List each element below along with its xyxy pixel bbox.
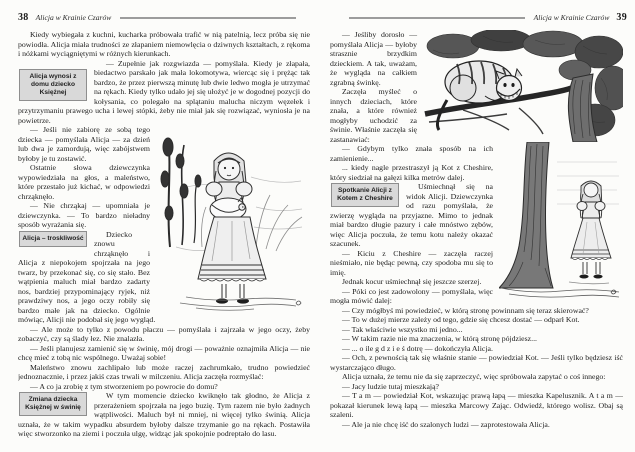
paragraph-r18: — Ale ja nie chcę iść do szalonych ludzi — zaprotestowała Alicja.	[342, 419, 550, 429]
paragraph-l2: — Zupełnie jak rozgwiazda — pomyślała. Kiedy je złapała, biedactwo parskało jak mała lokomotywa, wiercąc się i prężąc tak bardzo, że przez pierwszą minutę lub dwie ledwo mogła je utrzymać na rękach. Kiedy tylko udało jej się ułożyć je w dogodnej pozycji do kołysania, co polegało na splątaniu malucha niczym węzełek i przytrzymaniu prawego ucha i lewej stópki, żeby nie miał jak się rozwiązać, wyniosła je na powietrze.	[18, 58, 310, 125]
alice-with-pig-illustration	[156, 127, 310, 313]
paragraph-l10: — A co ja zrobię z tym stworzeniem po powrocie do domu?	[30, 381, 218, 391]
engraver-monogram	[611, 290, 616, 294]
alice-under-tree-engraving-icon	[499, 142, 623, 300]
left-page-header	[18, 12, 312, 23]
paragraph-r14: — Och, z pewnością tak się właśnie stanie — powiedział Kot. — Jeśli tylko będziesz iść wystarczająco długo.	[330, 353, 623, 372]
paragraph-l5: — Nie chrząkaj — upomniała je dziewczynka. — To bardzo nieładny sposób wyrażania się.	[18, 201, 150, 229]
paragraph-r1: — Jeśliby dorosło — pomyślała Alicja — byłoby strasznie brzydkim dzieckiem. A tak, uważam, że wygląda na całkiem zgrabną świnkę.	[330, 30, 417, 87]
margin-note-meeting-cheshire-cat: Spotkanie Alicji z Kotem z Cheshire	[331, 183, 399, 207]
paragraph-r8: — Póki co jest zadowolony — pomyślała, więc mogła mówić dalej:	[330, 286, 493, 305]
paragraph-r16: — Jacy ludzie tutaj mieszkają?	[342, 381, 439, 391]
paragraph-l7: — Ale może to tylko z powodu płaczu — pomyślała i zajrzała w jego oczy, żeby zobaczyć, czy są ślady łez. Nie znalazła.	[18, 324, 310, 343]
paragraph-l11: W tym momencie dziecko kwiknęło tak głodno, że Alicja z przerażeniem spojrzała na jego buzię. Tym razem nie było żadnych wątpliwości. Maluch był ni mniej, ni więcej tylko świnią. Alicja uznała, że w takim wypadku absurdem byłoby dalsze trzymanie go na rękach. Postawiła więc stworzonko na ziemi i poczuła ulgę, widząc jak spokojnie podreptało do lasu.	[18, 391, 310, 438]
paragraph-l1: Kiedy wybiegała z kuchni, kucharka próbowała trafić w nią patelnią, lecz próba się nie powiodła. Alicja miała trudności ze złapaniem niemowlęcia o dziwnych kształtach, z rękoma i nóżkami wyciągniętymi w różnych kierunkach.	[18, 30, 310, 58]
paragraph-r15: Alicja uznała, że temu nie da się zaprzeczyć, więc spróbowała zapytać o coś innego:	[342, 372, 606, 381]
paragraph-r3: — Gdybym tylko znała sposób na ich zamienienie...	[330, 144, 493, 163]
paragraph-l9: Maleństwo znowu zachlipało lub może raczej zachrumkało, trudno powiedzieć jednoznacznie, i przez jakiś czas trwali w milczeniu. Alicja zaczęła rozmyślać:	[18, 362, 310, 381]
cheshire-cat-engraving-icon	[423, 30, 623, 142]
paragraph-r12: — W takim razie nie ma znaczenia, w którą stronę pójdziesz...	[342, 334, 537, 343]
paragraph-r13: — ... o ile g d z i e ś dotrę — dokończyła Alicja.	[342, 343, 493, 353]
paragraph-r6: — Kiciu z Cheshire — zaczęła raczej nieśmiało, nie będąc pewną, czy spodoba mu się to imię.	[330, 248, 493, 277]
paragraph-l6: Dziecko znowu chrząknęło i Alicja z niepokojem spojrzała na jego twarz, by przekonać się, co się stało. Bez wątpienia maluch miał bardzo zadarty nos, bardziej przypominający ryjek, niż prawdziwy nos, a jego oczy robiły się bardzo małe jak na dziecko. Ogólnie mówiąc, Alicji nie podobał się jego wygląd.	[18, 229, 156, 324]
paragraph-r5: Uśmiechnął się na widok Alicji. Dziewczynka od razu pomyślała, że zwierzę wygląda na przyjazne. Mimo to jednak miał bardzo długie pazury i całe mnóstwo zębów, więc Alicja poczuła, że temu kotu należy okazać szacunek.	[330, 182, 493, 248]
left-page-body	[18, 30, 310, 448]
engraver-monogram	[296, 301, 301, 305]
paragraph-r4: ... kiedy nagle przestraszył ją Kot z Cheshire, który siedział na gałęzi kilka metrów dalej.	[330, 163, 493, 182]
paragraph-l8: — Jeśli planujesz zamienić się w świnię, mój drogi — poważnie oznajmiła Alicja — nie chcę mieć z tobą nic wspólnego. Uważaj sobie!	[18, 343, 310, 362]
paragraph-r2: Zaczęła myśleć o innych dzieciach, które znała, a które również mogłyby uchodzić za świnie. Właśnie zaczęła się zastanawiać:	[330, 87, 417, 144]
left-running-title: Alicja w Krainie Czarów	[35, 13, 112, 22]
right-header-rule	[349, 17, 525, 19]
cheshire-cat-tree-illustration-bottom	[499, 142, 623, 300]
paragraph-r9: — Czy mógłbyś mi powiedzieć, w którą stronę powinnam się teraz skierować?	[342, 305, 589, 315]
paragraph-r17: — T a m — powiedział Kot, wskazując prawą łapą — mieszka Kapelusznik. A t a m — pokazał kierunek lewą łapą — mieszka Marcowy Zając. Odwiedź, którego wolisz. Obaj są szaleni.	[330, 391, 623, 419]
left-header-rule	[120, 17, 296, 19]
cheshire-cat-tree-illustration-top	[423, 30, 623, 142]
right-page-body	[330, 30, 623, 448]
page-39	[318, 0, 635, 452]
margin-note-child-becomes-pig: Zmiana dziecka Księżnej w świnię	[19, 392, 87, 416]
margin-note-alice-carries-child: Alicja wynosi z domu dziecko Księżnej	[19, 69, 87, 102]
margin-note-alice-care: Alicja – troskliwość	[19, 231, 87, 247]
paragraph-r7: Jednak kocur uśmiechnął się jeszcze szerzej.	[342, 277, 482, 286]
paragraph-l3: — Jeśli nie zabiorę ze sobą tego dziecka — pomyślała Alicja — za dzień lub dwa je zamordują, więc zabójstwem byłoby je tu zostawić.	[18, 125, 150, 163]
right-page-header	[330, 12, 627, 23]
paragraph-l4: Ostatnie słowa dziewczynka wypowiedziała na głos, a maleństwo, które przestało już kichać, w odpowiedzi chrząknęło.	[18, 163, 150, 201]
paragraph-r10: — To w dużej mierze zależy od tego, gdzie się chcesz dostać — odparł Kot.	[342, 315, 580, 324]
paragraph-r11: — Tak właściwie wszystko mi jedno...	[342, 324, 463, 334]
alice-with-pig-engraving-icon	[156, 127, 310, 313]
right-running-title: Alicja w Krainie Czarów	[533, 13, 610, 22]
left-page-number: 38	[18, 12, 29, 23]
right-page-number: 39	[616, 12, 627, 23]
